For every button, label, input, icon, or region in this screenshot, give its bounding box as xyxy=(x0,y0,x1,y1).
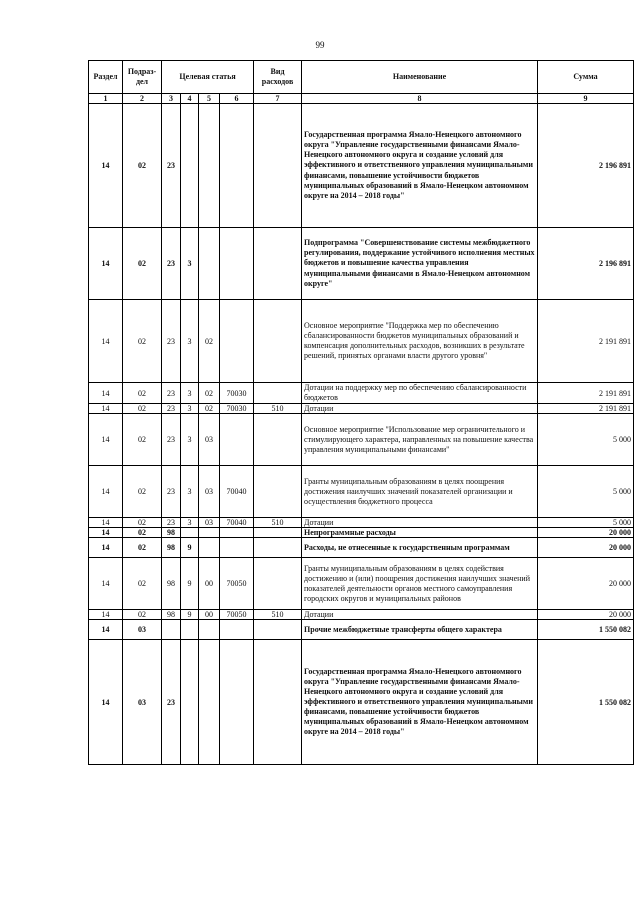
cell-razdel: 14 xyxy=(89,300,123,383)
cell-cs-direction: 70050 xyxy=(220,558,254,610)
column-number: 8 xyxy=(302,94,538,104)
table-row xyxy=(89,466,634,518)
cell-name: Гранты муниципальным образованиям в целях содействия достижению и (или) поощрения достижения наилучших значений показателей деятельности органов местного самоуправления городских округов и муниципальных районов xyxy=(302,558,538,610)
cell-sum: 20 000 xyxy=(538,538,634,558)
cell-cs-direction: 70030 xyxy=(220,404,254,414)
table-row xyxy=(89,518,634,528)
cell-razdel: 14 xyxy=(89,466,123,518)
cell-cs-event: 02 xyxy=(199,404,220,414)
table-row xyxy=(89,558,634,610)
cell-cs-direction xyxy=(220,228,254,300)
cell-razdel: 14 xyxy=(89,518,123,528)
cell-cs-subprogram: 3 xyxy=(181,518,199,528)
cell-cs-program: 23 xyxy=(162,404,181,414)
cell-cs-program: 23 xyxy=(162,104,181,228)
cell-name: Непрограммные расходы xyxy=(302,528,538,538)
col-header-vid: Вид расходов xyxy=(254,61,302,94)
table-row xyxy=(89,300,634,383)
cell-cs-direction: 70040 xyxy=(220,518,254,528)
cell-razdel: 14 xyxy=(89,640,123,765)
cell-cs-event: 02 xyxy=(199,300,220,383)
cell-cs-program: 23 xyxy=(162,383,181,404)
table-row xyxy=(89,383,634,404)
cell-cs-event: 03 xyxy=(199,414,220,466)
header-row xyxy=(89,61,634,94)
cell-sum: 2 191 891 xyxy=(538,404,634,414)
cell-vid: 510 xyxy=(254,610,302,620)
table-row xyxy=(89,104,634,228)
cell-name: Дотации xyxy=(302,518,538,528)
table-row xyxy=(89,640,634,765)
cell-sum: 1 550 082 xyxy=(538,640,634,765)
cell-cs-subprogram xyxy=(181,104,199,228)
cell-razdel: 14 xyxy=(89,104,123,228)
cell-vid xyxy=(254,466,302,518)
cell-cs-program: 98 xyxy=(162,538,181,558)
cell-cs-subprogram: 3 xyxy=(181,228,199,300)
cell-cs-program: 23 xyxy=(162,466,181,518)
cell-vid xyxy=(254,414,302,466)
cell-name: Прочие межбюджетные трансферты общего характера xyxy=(302,620,538,640)
cell-razdel: 14 xyxy=(89,538,123,558)
cell-vid: 510 xyxy=(254,518,302,528)
cell-razdel: 14 xyxy=(89,528,123,538)
table-row xyxy=(89,228,634,300)
cell-cs-direction xyxy=(220,414,254,466)
cell-sum: 20 000 xyxy=(538,610,634,620)
cell-cs-direction xyxy=(220,300,254,383)
cell-podrazdel: 02 xyxy=(123,466,162,518)
cell-podrazdel: 02 xyxy=(123,300,162,383)
cell-name: Основное мероприятие "Использование мер ограничительного и стимулирующего характера, направленных на повышение качества управления муниципальными финансами" xyxy=(302,414,538,466)
column-number: 1 xyxy=(89,94,123,104)
cell-cs-subprogram: 3 xyxy=(181,404,199,414)
cell-name: Расходы, не отнесенные к государственным программам xyxy=(302,538,538,558)
cell-cs-subprogram: 9 xyxy=(181,558,199,610)
cell-vid xyxy=(254,228,302,300)
col-header-razdel: Раздел xyxy=(89,61,123,94)
cell-sum: 5 000 xyxy=(538,466,634,518)
cell-vid xyxy=(254,383,302,404)
cell-cs-direction xyxy=(220,538,254,558)
cell-vid xyxy=(254,640,302,765)
cell-vid xyxy=(254,300,302,383)
cell-cs-program: 23 xyxy=(162,518,181,528)
cell-podrazdel: 02 xyxy=(123,518,162,528)
cell-cs-subprogram: 3 xyxy=(181,300,199,383)
column-number: 4 xyxy=(181,94,199,104)
cell-cs-event xyxy=(199,640,220,765)
cell-sum: 1 550 082 xyxy=(538,620,634,640)
cell-podrazdel: 02 xyxy=(123,414,162,466)
cell-razdel: 14 xyxy=(89,414,123,466)
cell-podrazdel: 02 xyxy=(123,383,162,404)
cell-vid xyxy=(254,104,302,228)
cell-name: Государственная программа Ямало-Ненецкого автономного округа "Управление государственными финансами Ямало-Ненецкого автономного округа и создание условий для эффективного и ответственного управления муниципальными финансами, повышение устойчивости бюджетов муниципальных образований в Ямало-Ненецком автономном округе на 2014 – 2018 годы" xyxy=(302,640,538,765)
cell-cs-direction xyxy=(220,528,254,538)
cell-cs-program: 23 xyxy=(162,640,181,765)
cell-sum: 20 000 xyxy=(538,528,634,538)
cell-vid: 510 xyxy=(254,404,302,414)
cell-cs-event xyxy=(199,104,220,228)
cell-cs-subprogram xyxy=(181,528,199,538)
column-number-row xyxy=(89,94,634,104)
cell-vid xyxy=(254,538,302,558)
cell-cs-event: 03 xyxy=(199,518,220,528)
cell-sum: 20 000 xyxy=(538,558,634,610)
cell-podrazdel: 02 xyxy=(123,104,162,228)
cell-name: Государственная программа Ямало-Ненецкого автономного округа "Управление государственными финансами Ямало-Ненецкого автономного округа и создание условий для эффективного и ответственного управления муниципальными финансами, повышение устойчивости бюджетов муниципальных образований в Ямало-Ненецком автономном округе на 2014 – 2018 годы" xyxy=(302,104,538,228)
col-header-naimen: Наименование xyxy=(302,61,538,94)
cell-vid xyxy=(254,558,302,610)
cell-cs-program xyxy=(162,620,181,640)
cell-name: Основное мероприятие "Поддержка мер по обеспечению сбалансированности бюджетов муниципальных образований и компенсация дополнительных расходов, возникших в результате решений, принятых органами власти другого уровня" xyxy=(302,300,538,383)
col-header-celevaya: Целевая статья xyxy=(162,61,254,94)
cell-podrazdel: 02 xyxy=(123,228,162,300)
table-row xyxy=(89,620,634,640)
table-row xyxy=(89,610,634,620)
cell-sum: 5 000 xyxy=(538,518,634,528)
cell-name: Дотации на поддержку мер по обеспечению сбалансированности бюджетов xyxy=(302,383,538,404)
cell-vid xyxy=(254,528,302,538)
column-number: 9 xyxy=(538,94,634,104)
cell-name: Дотации xyxy=(302,610,538,620)
cell-cs-event xyxy=(199,620,220,640)
col-header-podrazdel: Подраз-дел xyxy=(123,61,162,94)
cell-name: Гранты муниципальным образованиям в целях поощрения достижения наилучших значений показателей организации и осуществления бюджетного процесса xyxy=(302,466,538,518)
table-row xyxy=(89,528,634,538)
cell-cs-event xyxy=(199,228,220,300)
cell-razdel: 14 xyxy=(89,558,123,610)
cell-podrazdel: 03 xyxy=(123,640,162,765)
budget-table xyxy=(88,60,634,765)
cell-sum: 2 191 891 xyxy=(538,383,634,404)
cell-cs-direction: 70030 xyxy=(220,383,254,404)
cell-name: Дотации xyxy=(302,404,538,414)
cell-razdel: 14 xyxy=(89,610,123,620)
cell-vid xyxy=(254,620,302,640)
cell-cs-event xyxy=(199,538,220,558)
cell-cs-program: 98 xyxy=(162,558,181,610)
cell-cs-direction: 70040 xyxy=(220,466,254,518)
cell-podrazdel: 02 xyxy=(123,558,162,610)
cell-cs-event: 00 xyxy=(199,558,220,610)
cell-razdel: 14 xyxy=(89,620,123,640)
cell-cs-program: 23 xyxy=(162,300,181,383)
cell-cs-subprogram: 9 xyxy=(181,610,199,620)
cell-cs-event: 00 xyxy=(199,610,220,620)
cell-razdel: 14 xyxy=(89,383,123,404)
cell-cs-program: 98 xyxy=(162,610,181,620)
cell-cs-direction xyxy=(220,104,254,228)
cell-sum: 5 000 xyxy=(538,414,634,466)
page-number: 99 xyxy=(315,40,325,50)
cell-sum: 2 196 891 xyxy=(538,104,634,228)
cell-podrazdel: 02 xyxy=(123,538,162,558)
cell-cs-program: 23 xyxy=(162,228,181,300)
table-row xyxy=(89,414,634,466)
column-number: 3 xyxy=(162,94,181,104)
table-row xyxy=(89,538,634,558)
column-number: 5 xyxy=(199,94,220,104)
cell-cs-event: 02 xyxy=(199,383,220,404)
cell-podrazdel: 03 xyxy=(123,620,162,640)
cell-cs-subprogram xyxy=(181,640,199,765)
cell-sum: 2 196 891 xyxy=(538,228,634,300)
cell-cs-program: 23 xyxy=(162,414,181,466)
cell-cs-direction: 70050 xyxy=(220,610,254,620)
cell-name: Подпрограмма "Совершенствование системы межбюджетного регулирования, поддержание устойчивого исполнения местных бюджетов и повышение качества управления муниципальными финансами в Ямало-Ненецком автономном округе" xyxy=(302,228,538,300)
cell-cs-subprogram: 3 xyxy=(181,414,199,466)
column-number: 7 xyxy=(254,94,302,104)
cell-cs-direction xyxy=(220,640,254,765)
cell-cs-subprogram: 9 xyxy=(181,538,199,558)
cell-cs-program: 98 xyxy=(162,528,181,538)
cell-podrazdel: 02 xyxy=(123,610,162,620)
column-number: 2 xyxy=(123,94,162,104)
cell-razdel: 14 xyxy=(89,228,123,300)
cell-razdel: 14 xyxy=(89,404,123,414)
col-header-summa: Сумма xyxy=(538,61,634,94)
column-number: 6 xyxy=(220,94,254,104)
cell-cs-subprogram: 3 xyxy=(181,383,199,404)
cell-podrazdel: 02 xyxy=(123,528,162,538)
cell-sum: 2 191 891 xyxy=(538,300,634,383)
cell-cs-event xyxy=(199,528,220,538)
cell-cs-subprogram xyxy=(181,620,199,640)
table-row xyxy=(89,404,634,414)
cell-cs-event: 03 xyxy=(199,466,220,518)
cell-podrazdel: 02 xyxy=(123,404,162,414)
cell-cs-direction xyxy=(220,620,254,640)
cell-cs-subprogram: 3 xyxy=(181,466,199,518)
